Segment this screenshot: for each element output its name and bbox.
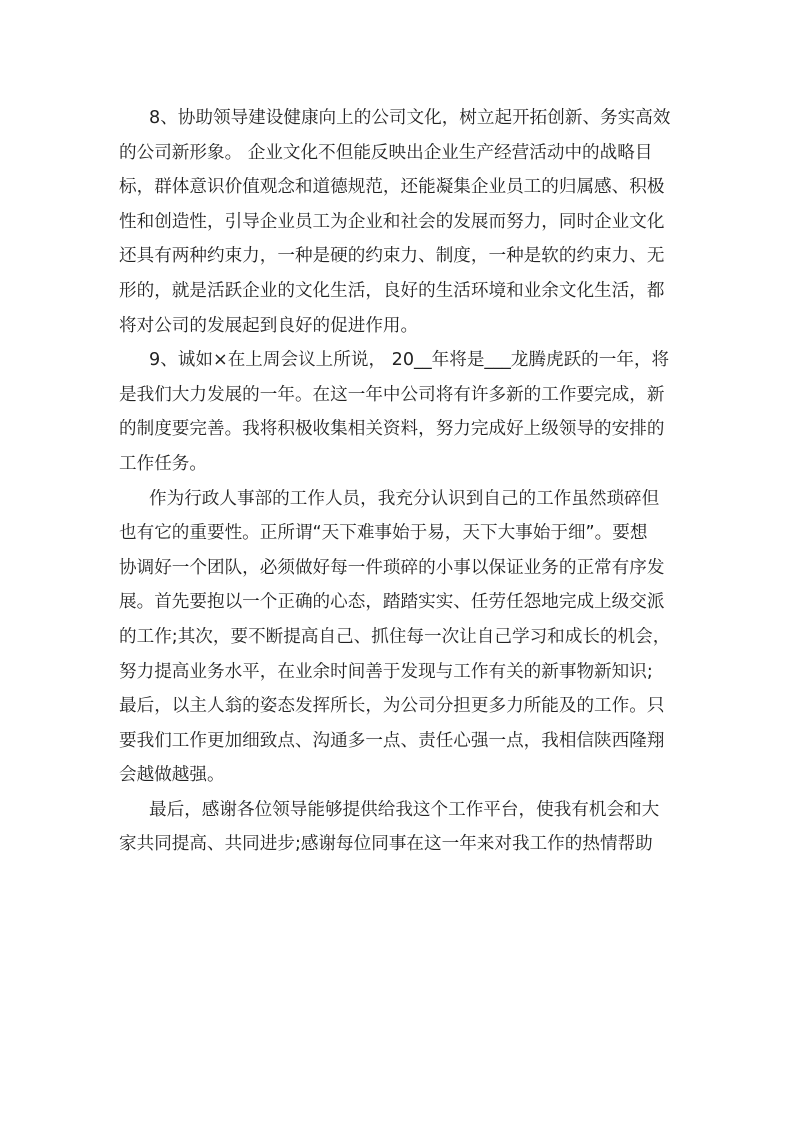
text-line: 家共同提高、共同进步;感谢每位同事在这一年来对我工作的热情帮助 xyxy=(119,834,653,855)
text-line: 要我们工作更加细致点、沟通多一点、责任心强一点，我相信陕西隆翔 xyxy=(119,730,665,751)
text-line: 工作任务。 xyxy=(119,453,207,474)
document-page xyxy=(119,101,671,862)
text-line: 展。首先要抱以一个正确的心态，踏踏实实、任劳任怨地完成上级交派 xyxy=(119,592,665,613)
text-line: 性和创造性，引导企业员工为企业和社会的发展而努力，同时企业文化 xyxy=(119,211,665,232)
paragraph-thanks xyxy=(119,793,660,862)
text-line: 努力提高业务水平，在业余时间善于发现与工作有关的新事物新知识; xyxy=(119,661,653,682)
paragraph-8 xyxy=(119,101,671,343)
text-line: 最后，感谢各位领导能够提供给我这个工作平台，使我有机会和大 xyxy=(149,799,660,820)
text-line: 是我们大力发展的一年。在这一年中公司将有许多新的工作要完成，新 xyxy=(119,384,665,405)
paragraph-staff-role xyxy=(119,482,671,793)
text-line: 标，群体意识价值观念和道德规范，还能凝集企业员工的归属感、积极 xyxy=(119,177,665,198)
text-line: 8、协助领导建设健康向上的公司文化，树立起开拓创新、务实高效 xyxy=(149,108,671,128)
text-line: 9、诚如×在上周会议上所说， 20__年将是___龙腾虎跃的一年，将 xyxy=(149,350,670,371)
text-line: 最后，以主人翁的姿态发挥所长，为公司分担更多力所能及的工作。只 xyxy=(119,696,665,717)
text-line: 的工作;其次，要不断提高自己、抓住每一次让自己学习和成长的机会， xyxy=(119,626,671,647)
text-line: 协调好一个团队，必须做好每一件琐碎的小事以保证业务的正常有序发 xyxy=(119,557,665,578)
text-line: 形的，就是活跃企业的文化生活，良好的生活环境和业余文化生活，都 xyxy=(119,280,665,301)
text-line: 会越做越强。 xyxy=(119,765,225,786)
text-line: 还具有两种约束力，一种是硬的约束力、制度，一种是软的约束力、无 xyxy=(119,246,665,267)
text-line: 也有它的重要性。正所谓“天下难事始于易，天下大事始于细”。要想 xyxy=(119,523,648,544)
text-line: 将对公司的发展起到良好的促进作用。 xyxy=(119,315,419,336)
text-line: 的公司新形象。 企业文化不但能反映出企业生产经营活动中的战略目 xyxy=(119,142,653,163)
text-line: 的制度要完善。我将积极收集相关资料，努力完成好上级领导的安排的 xyxy=(119,419,665,440)
text-line: 作为行政人事部的工作人员，我充分认识到自己的工作虽然琐碎但 xyxy=(149,488,660,509)
paragraph-9 xyxy=(119,343,670,481)
